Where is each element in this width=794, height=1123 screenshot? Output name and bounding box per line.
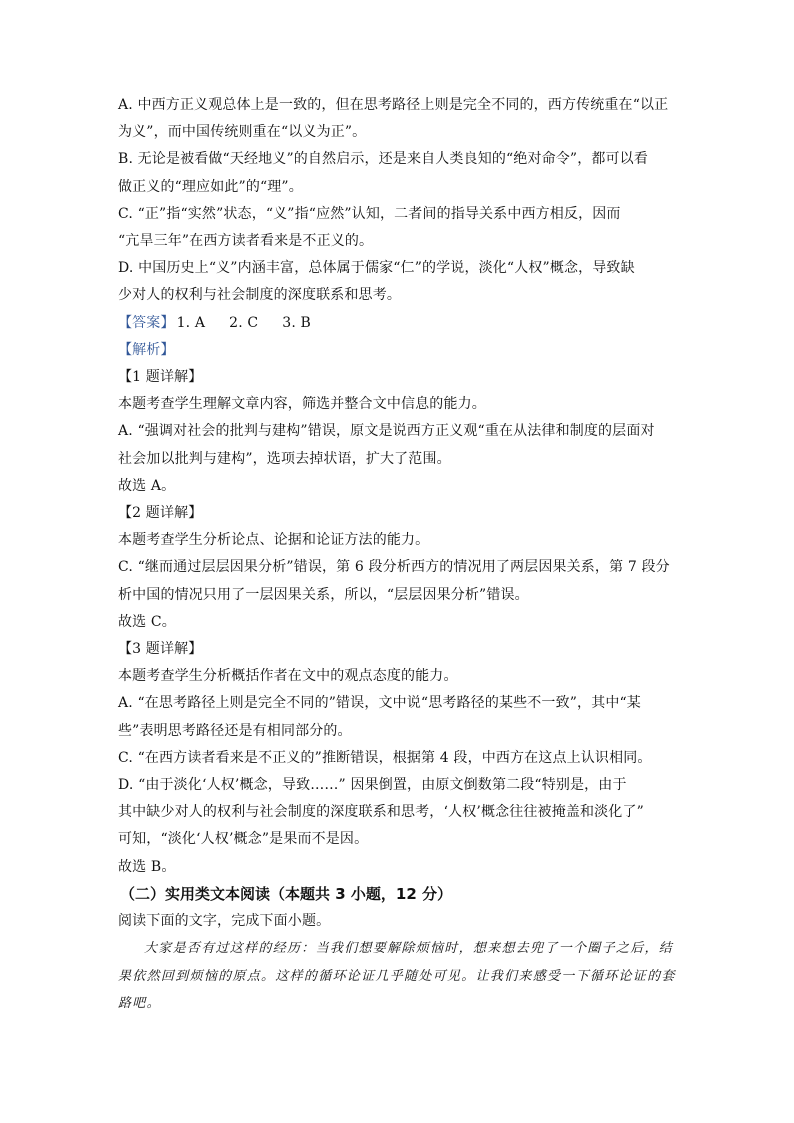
text-line: “亢旱三年”在西方读者看来是不正义的。	[118, 233, 374, 250]
text-line: 可知，“淡化‘人权’概念”是果而不是因。	[118, 831, 369, 848]
option-b	[118, 146, 678, 200]
instruction-text: 阅读下面的文字，完成下面小题。	[118, 913, 331, 930]
text-line: A. “强调对社会的批判与建构”错误，原文是说西方正义观“重在从法律和制度的层面对	[118, 423, 655, 440]
detail-1	[118, 364, 678, 500]
passage	[118, 935, 678, 1017]
detail-heading: 【1 题详解】	[118, 369, 203, 386]
detail-heading: 【2 题详解】	[118, 505, 203, 522]
detail-heading: 【3 题详解】	[118, 641, 203, 658]
passage-line: 大家是否有过这样的经历：当我们想要解除烦恼时，想来想去兜了一个圈子之后，结	[144, 941, 674, 957]
answer-item: 1. A	[176, 314, 206, 331]
answer-item: 2. C	[229, 314, 259, 331]
passage-line: 路吧。	[118, 995, 161, 1011]
text-line: 其中缺少对人的权利与社会制度的深度联系和思考，‘人权’概念往往被掩盖和淡化了”	[118, 804, 644, 821]
text-line: 为义”，而中国传统则重在“以义为正”。	[118, 124, 367, 141]
text-line: 本题考查学生理解文章内容，筛选并整合文中信息的能力。	[118, 396, 486, 413]
text-line: 社会加以批判与建构”，选项去掉状语，扩大了范围。	[118, 450, 451, 467]
passage-line: 果依然回到烦恼的原点。这样的循环论证几乎随处可见。让我们来感受一下循环论证的套	[118, 968, 676, 984]
text-line: D. 中国历史上“义”内涵丰富，总体属于儒家“仁”的学说，淡化“人权”概念，导致缺	[118, 260, 635, 277]
text-line: A. “在思考路径上则是完全不同的”错误，文中说“思考路径的某些不一致”，其中“某	[118, 695, 641, 712]
answer-list	[177, 310, 335, 337]
detail-2	[118, 500, 678, 636]
text-line: C. “继而通过层层因果分析”错误，第 6 段分析西方的情况用了两层因果关系，第 7 段分	[118, 559, 670, 576]
text-line: D. “由于淡化‘人权’概念，导致……” 因果倒置，由原文倒数第二段“特别是，由于	[118, 777, 627, 794]
document-page	[118, 92, 678, 1017]
text-line: A. 中西方正义观总体上是一致的，但在思考路径上则是完全不同的，西方传统重在“以正	[118, 97, 669, 113]
option-d	[118, 255, 678, 309]
text-line: C. “在西方读者看来是不正义的”推断错误，根据第 4 段，中西方在这点上认识相同。	[118, 749, 652, 766]
analysis-line	[118, 337, 678, 364]
analysis-label: 【解析】	[118, 341, 175, 358]
text-line: 析中国的情况只用了一层因果关系，所以，“层层因果分析”错误。	[118, 586, 529, 603]
text-line: B. 无论是被看做“天经地义”的自然启示，还是来自人类良知的“绝对命令”，都可以看	[118, 151, 648, 168]
text-line: 些”表明思考路径还是有相同部分的。	[118, 722, 352, 739]
option-a	[118, 92, 678, 146]
text-line: 故选 A。	[118, 477, 176, 494]
text-line: 本题考查学生分析概括作者在文中的观点态度的能力。	[118, 668, 458, 685]
answer-line	[118, 310, 678, 337]
text-line: 少对人的权利与社会制度的深度联系和思考。	[118, 287, 401, 304]
text-line: C. “正”指“实然”状态，“义”指“应然”认知，二者间的指导关系中西方相反，因而	[118, 205, 621, 222]
text-line: 本题考查学生分析论点、论据和论证方法的能力。	[118, 532, 430, 549]
answer-label: 【答案】	[118, 314, 175, 331]
section-title: （二）实用类文本阅读（本题共 3 小题，12 分）	[120, 884, 452, 903]
text-line: 故选 C。	[118, 613, 176, 630]
text-line: 做正义的“理应如此”的“理”。	[118, 178, 303, 195]
text-line: 故选 B。	[118, 858, 176, 875]
answer-item: 3. B	[282, 314, 311, 331]
option-c	[118, 201, 678, 255]
detail-3	[118, 636, 678, 881]
